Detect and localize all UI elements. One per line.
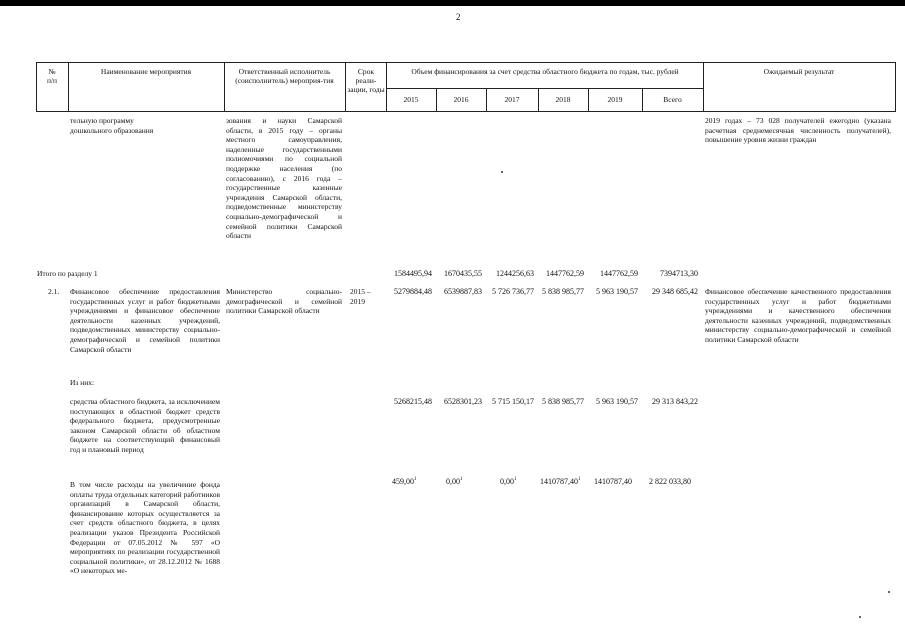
row21-2018: 5 838 985,77 [542,287,584,296]
scan-speck [501,171,503,173]
total-2017: 1244256,63 [496,269,534,278]
regional-2018: 5 838 985,77 [542,397,584,406]
scan-speck [888,591,890,593]
payroll-row-name: В том числе расходы на увеличение фонда оплаты труда отдельных категорий работников организаций в Самарской области, финансирование которых осуществляется за счет средств областного бюджета, в целях реализации указов Президента Российской Федерации от 07.05.2012 № 597 «О мероприятиях по реализации государственной социальной политики», от 28.12.2012 № 1688 «О некоторых ме- [70,480,220,576]
payroll-total: 2 822 033,80 [649,477,691,486]
header-years-line [386,88,703,89]
header-responsible: Ответственный исполнитель (соисполнитель) мероприя-тия [235,67,334,85]
total-2016: 1670435,55 [444,269,482,278]
regional-row-name: средства областного бюджета, за исключением поступающих в областной бюджет средств федерального бюджета, предусмотренные законом Самарской области об областном бюджете на соответствующий финансовый год и плановый период [70,397,220,454]
total-2019: 1447762,59 [600,269,638,278]
payroll-2016: 0,00$^1$ [446,477,463,486]
col-line [68,62,69,112]
payroll-2019: 1410787,40 [594,477,632,486]
cont-row-responsible: зования и науки Самарской области, в 2015 году – органы местного самоуправления, наделенные государственными полномочиями по социальной поддержке населения (по согласованию), с 2016 года – государственные казенные учреждения Самарской области, подведомственные министерству социально-демографической и семейной политики Самарской области [226,116,342,241]
col-line [224,62,225,112]
header-result: Ожидаемый результат [763,67,835,76]
regional-2019: 5 963 190,57 [596,397,638,406]
header-num: № п/п [46,67,58,85]
header-year-2017: 2017 [504,95,520,104]
header-bottom-line [36,111,896,112]
header-term: Срок реали-зации, годы [347,67,385,94]
regional-2016: 6528301,23 [444,397,482,406]
row21-2019: 5 963 190,57 [596,287,638,296]
col-line [703,62,704,112]
row21-name: Финансовое обеспечение предоставления государственных услуг и работ бюджетными учреждениями и финансовое обеспечение деятельности казенных учреждений, подведомственных министерству социально-демографической и семейной политики Самарской области [70,287,220,354]
col-line [386,62,387,112]
footnote-mark: 1 [414,477,417,482]
header-year-2015: 2015 [403,95,419,104]
row21-responsible: Министерство социально-демографической и семейной политики Самарской области [226,287,342,316]
row21-2017: 5 726 736,77 [492,287,534,296]
col-line [895,62,896,112]
row21-2015: 5279884,48 [394,287,432,296]
header-funding: Объем финансирования за счет средства областного бюджета по годам, тыс. рублей [411,67,679,76]
of-which-label: Из них: [70,378,95,387]
footnote-mark: 1 [460,477,463,482]
page-marker: 2 [456,12,461,22]
total-row-label: Итого по разделу 1 [37,269,98,278]
header-year-2018: 2018 [555,95,571,104]
row21-total: 29 348 685,42 [652,287,698,296]
payroll-2018: 1410787,40$^1$ [540,477,581,486]
cont-row-result: 2019 годах – 73 028 получателей ежегодно (указана расчетная среднемесячная численность получателей), повышение уровня жизни граждан [705,116,891,145]
row21-term: 2015 – 2019 [350,287,371,306]
regional-total: 29 313 843,22 [652,397,698,406]
scan-speck [859,616,861,618]
regional-2017: 5 715 150,17 [492,397,534,406]
payroll-2015: 459,00$^1$ [392,477,417,486]
cont-row-name: тельную программу дошкольного образования [70,116,154,135]
row21-num: 2.1. [48,287,60,296]
header-year-2019: 2019 [607,95,623,104]
footnote-mark: 1 [578,477,581,482]
payroll-2017: 0,00$^1$ [500,477,517,486]
header-name: Наименование мероприятия [100,67,192,76]
header-top-line [36,62,896,63]
total-2015: 1584495,94 [394,269,432,278]
header-year-2016: 2016 [453,95,469,104]
total-2018: 1447762,59 [546,269,584,278]
row21-result: Финансовое обеспечение качественного предоставления государственных услуг и работ бюджетными учреждениями и качественного обеспечения деятельности казенных учреждений, подведомственных министерству социально-демографической и семейной политики Самарской области [705,287,891,344]
top-border [0,0,905,6]
regional-2015: 5268215,48 [394,397,432,406]
row21-2016: 6539887,83 [444,287,482,296]
total-all: 7394713,30 [660,269,698,278]
col-line [345,62,346,112]
footnote-mark: 1 [514,477,517,482]
header-total: Всего [663,95,682,104]
